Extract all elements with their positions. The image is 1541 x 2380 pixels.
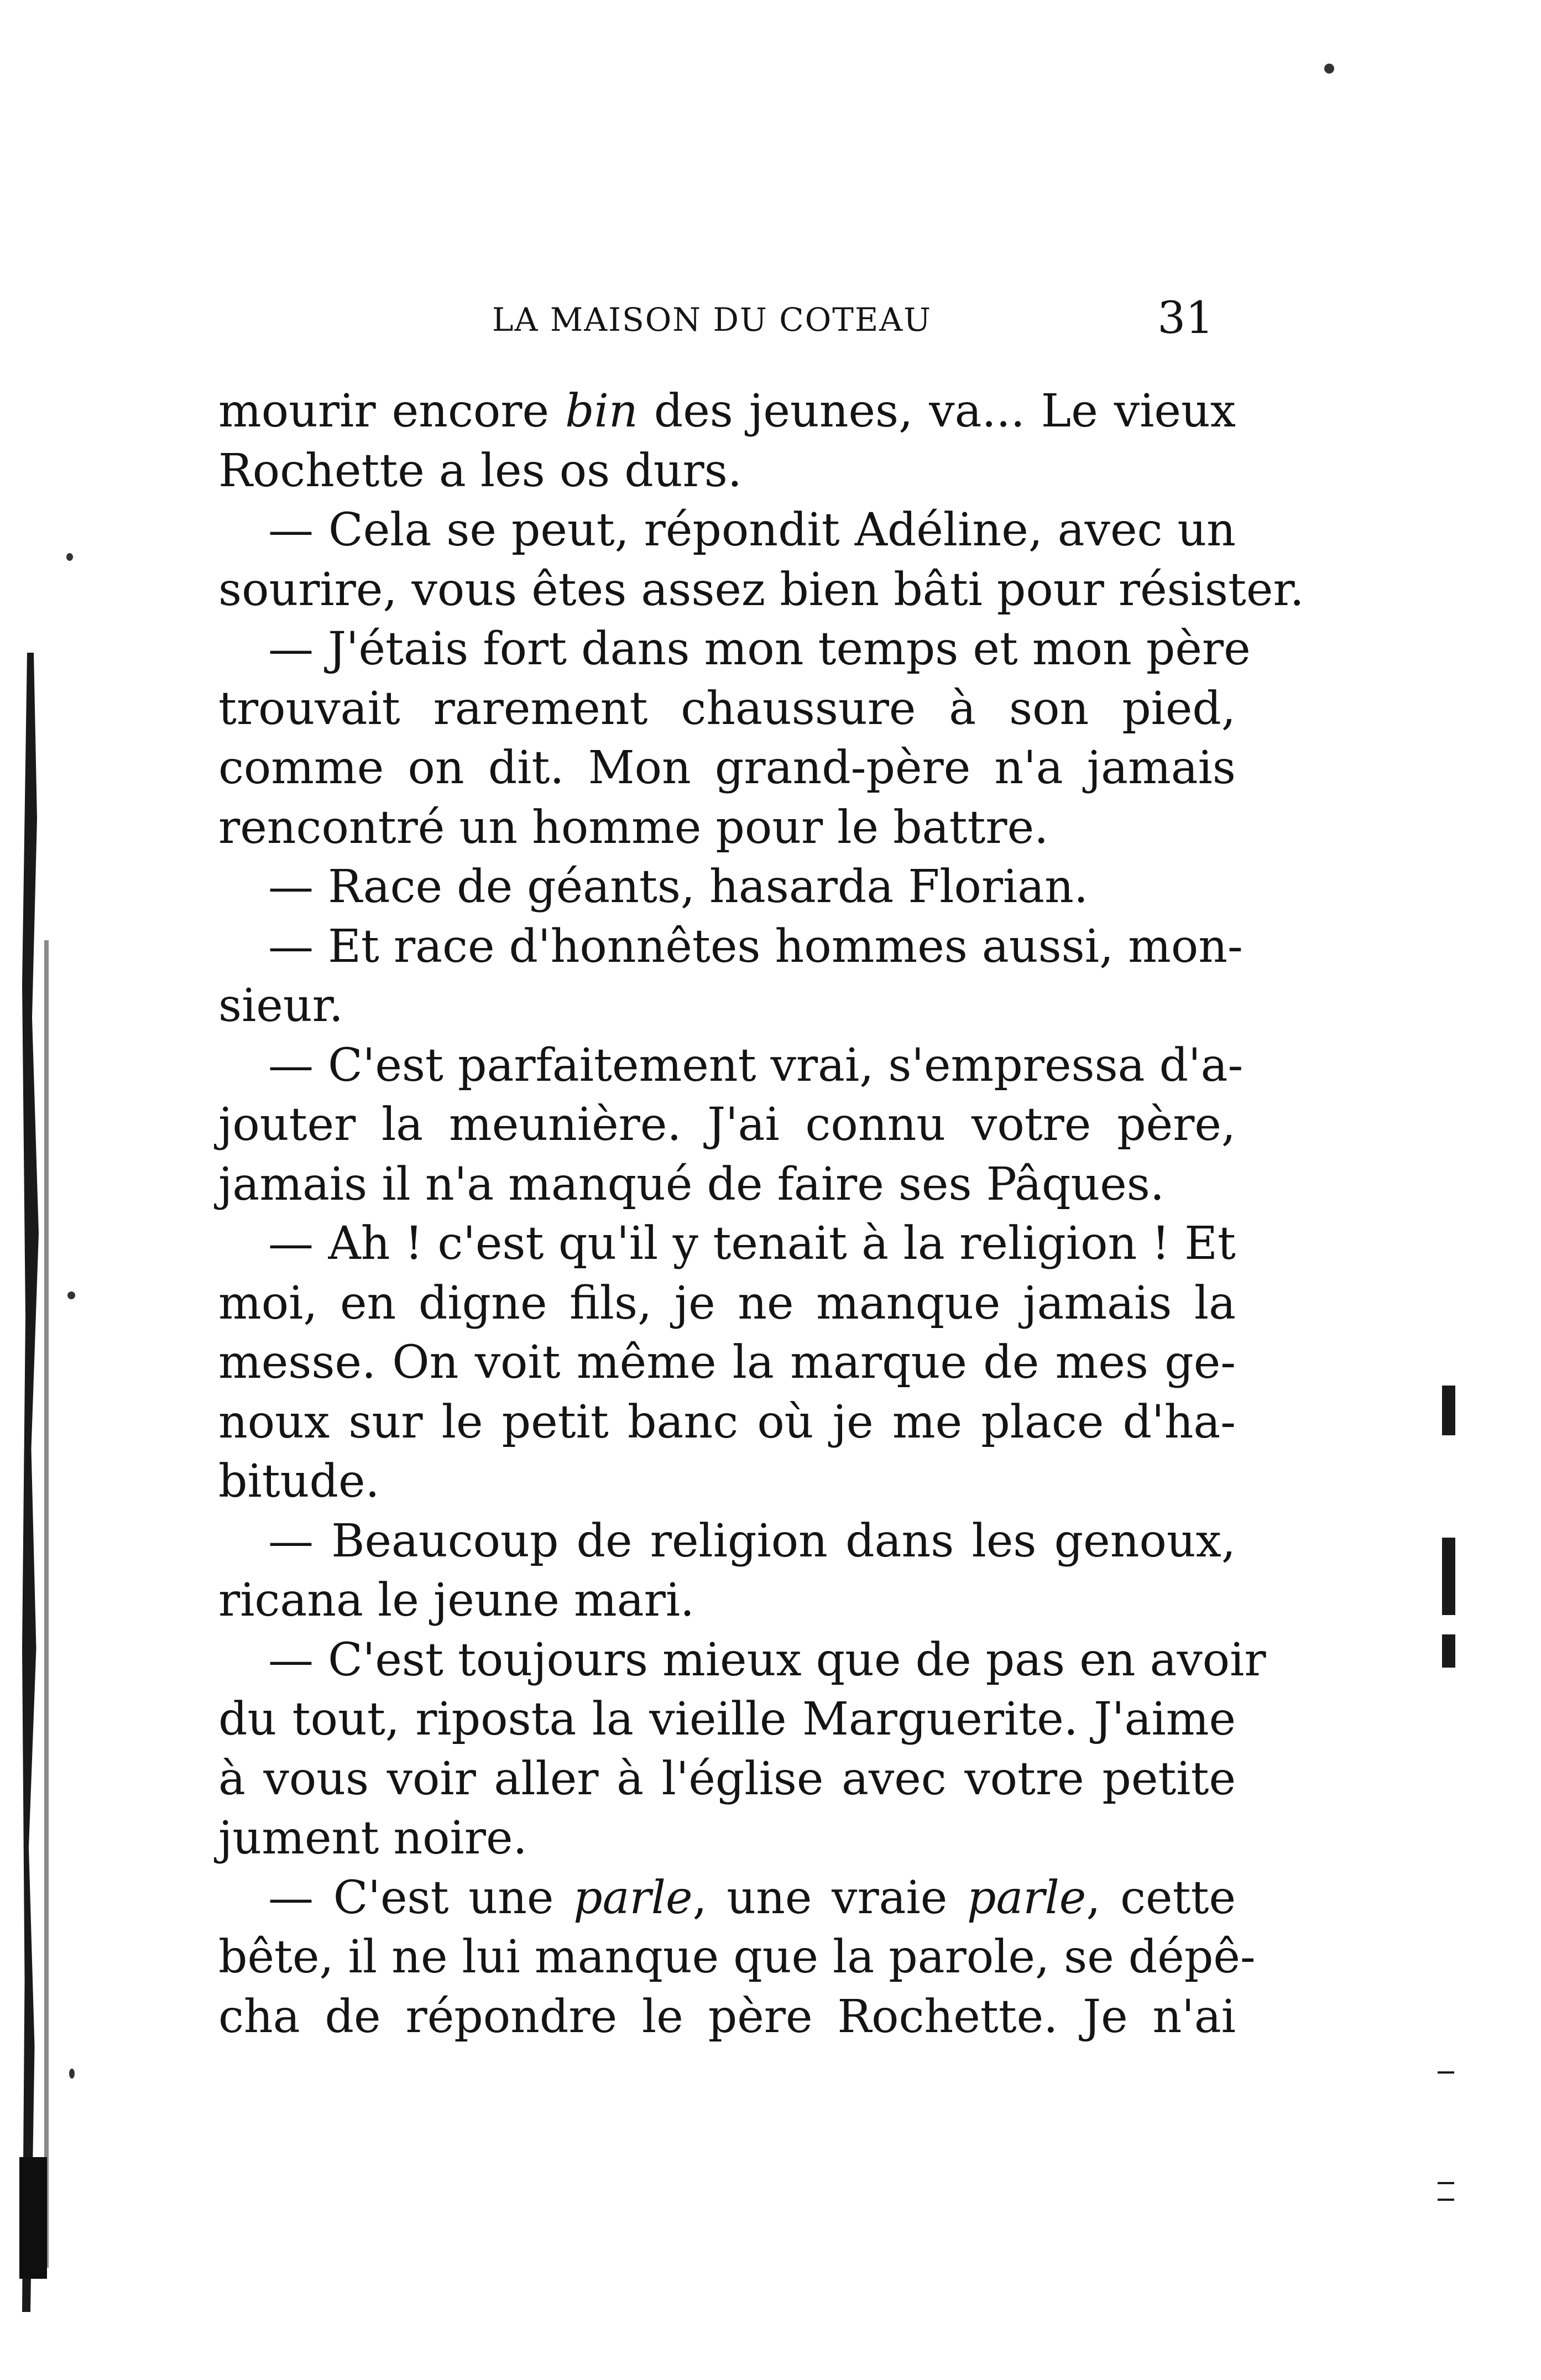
text-line [218,501,1236,560]
italic-word: bin [565,385,638,438]
text-line [218,1987,1236,2047]
text-segment: trouvait rarement chaussure à son pied, [218,682,1236,735]
text-line [218,1214,1236,1274]
text-segment: comme on dit. Mon grand-père n'a jamais [218,742,1236,794]
text-segment: — Cela se peut, répondit Adéline, avec un [268,504,1236,556]
text-segment: — C'est une [268,1871,574,1924]
text-line [218,560,1304,620]
text-segment: rencontré un homme pour le battre. [218,801,1049,854]
text-segment: — Et race d'honnêtes hommes aussi, mon- [268,920,1243,973]
text-segment: — C'est toujours mieux que de pas en avoir [268,1633,1266,1686]
margin-mark [1442,1538,1455,1615]
text-line [218,382,1236,441]
text-segment: bête, il ne lui manque que la parole, se dépê- [218,1931,1256,1983]
text-line [218,917,1243,977]
text-segment: — Race de géants, hasarda Florian. [268,861,1089,913]
text-line [218,1452,1236,1512]
text-segment: — Ah ! c'est qu'il y tenait à la religion ! Et [268,1217,1236,1270]
scan-speck [66,553,73,561]
italic-word: parle [573,1871,693,1924]
text-segment: sieur. [218,980,343,1032]
scan-speck [69,2069,75,2079]
text-line [218,1631,1266,1690]
text-segment: jouter la meunière. J'ai connu votre père, [218,1098,1236,1151]
body-text [218,382,1304,2046]
text-line [218,1868,1236,1928]
text-line [218,1274,1236,1334]
text-line [218,1512,1236,1571]
binding-shadow-bottom [19,2157,47,2279]
text-line [218,1155,1236,1215]
scan-speck [67,1291,75,1299]
text-line [218,798,1236,858]
text-line [218,1393,1236,1452]
text-line [218,976,1236,1036]
text-segment: noux sur le petit banc où je me place d'ha- [218,1395,1236,1449]
text-line [218,1809,1236,1868]
text-segment: des jeunes, va... Le vieux [638,385,1236,438]
text-segment: messe. On voit même la marque de mes ge- [218,1336,1236,1389]
text-line [218,1928,1256,1987]
running-title: LA MAISON DU COTEAU [492,301,932,338]
binding-shadow-line [44,940,49,2268]
margin-mark [1438,2199,1454,2201]
text-line [218,1571,1236,1631]
text-line [218,857,1236,917]
text-segment: — C'est parfaitement vrai, s'empressa d'a- [268,1039,1244,1092]
text-segment: moi, en digne fils, je ne manque jamais la [218,1277,1236,1330]
text-segment: , cette [1086,1871,1236,1924]
margin-mark [1438,2071,1454,2074]
text-segment: jument noire. [218,1812,527,1865]
text-line [218,1333,1236,1393]
italic-word: parle [967,1871,1086,1924]
text-line [218,619,1251,679]
text-segment: — Beaucoup de religion dans les genoux, [268,1514,1236,1567]
text-segment: du tout, riposta la vieille Marguerite. J'aime [218,1693,1236,1746]
text-segment: , une vraie [692,1871,967,1924]
page-number: 31 [1157,292,1214,343]
text-line [218,679,1236,739]
text-line [218,1095,1236,1155]
text-segment: jamais il n'a manqué de faire ses Pâques. [218,1158,1164,1211]
margin-mark [1442,1386,1455,1435]
scan-speck [1324,64,1334,74]
text-segment: Rochette a les os durs. [218,444,742,497]
text-segment: bitude. [218,1455,380,1508]
text-line [218,1036,1244,1096]
text-line [218,738,1236,798]
text-segment: ricana le jeune mari. [218,1574,695,1627]
text-line [218,441,1236,501]
text-line [218,1690,1236,1749]
margin-mark [1442,1634,1455,1668]
text-segment: — J'étais fort dans mon temps et mon père [268,623,1251,675]
text-segment: à vous voir aller à l'église avec votre petite [218,1752,1236,1805]
text-line [218,1749,1236,1809]
text-segment: sourire, vous êtes assez bien bâti pour résister. [218,563,1304,616]
binding-shadow [22,653,39,2312]
margin-mark [1438,2182,1454,2184]
text-segment: mourir encore [218,385,566,438]
text-segment: cha de répondre le père Rochette. Je n'ai [218,1990,1236,2043]
running-head [218,292,1214,353]
